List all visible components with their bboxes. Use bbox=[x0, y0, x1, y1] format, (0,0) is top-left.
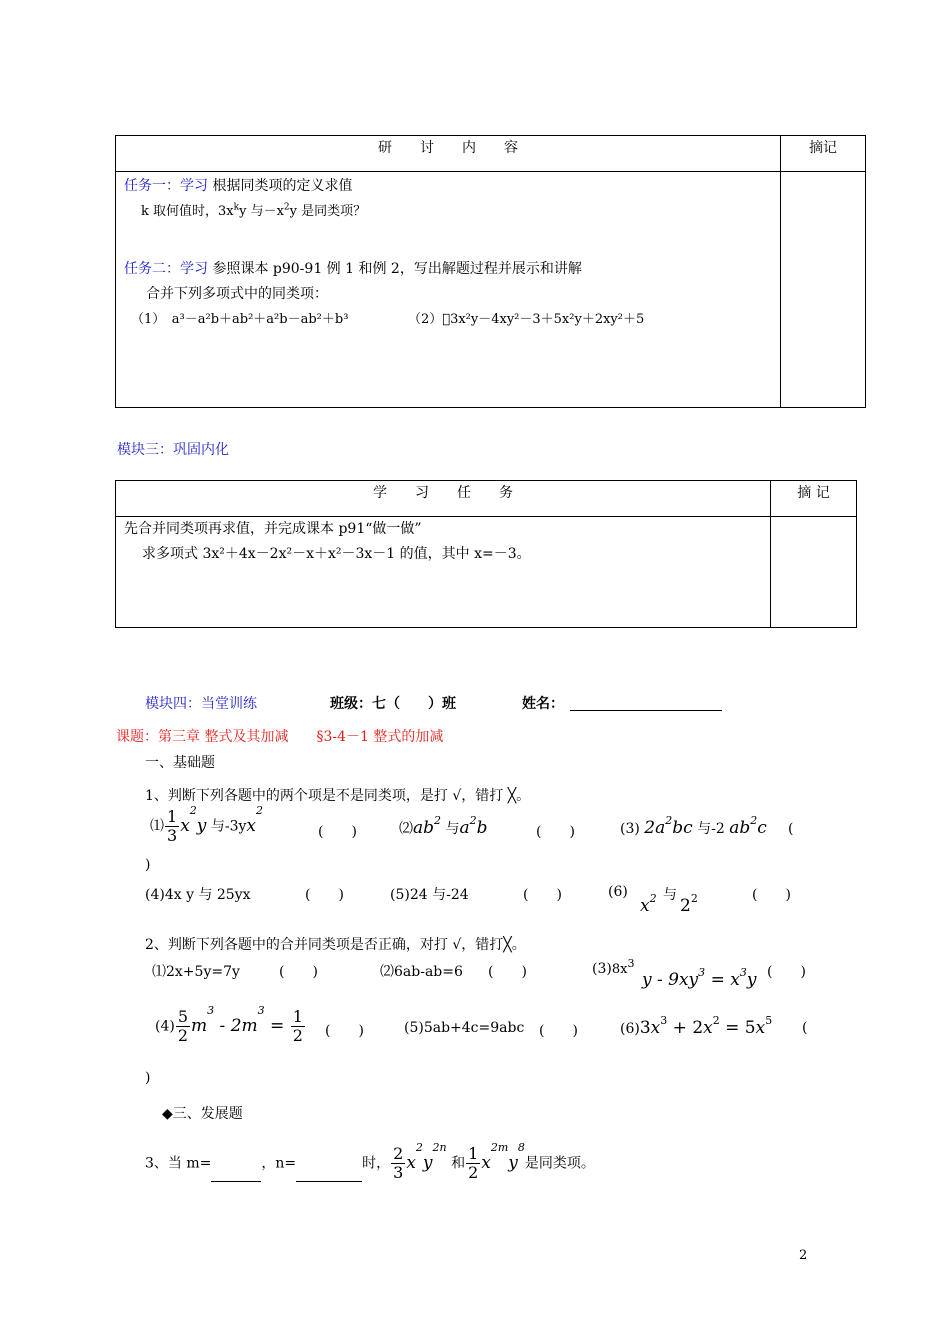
table2-header-task: 学 习 任 务 bbox=[116, 481, 771, 517]
question-3: 3、当 m= ，n= 时， $\frac{2}{3}$ $x^2y^{2n}$ 和 $\frac{1}{2}$ $x^{2m}y^8$是同类项。 bbox=[145, 1141, 595, 1182]
task2-item-2: （2） 3x²y－4xy²－3＋5x²y＋2xy²＋5 bbox=[408, 312, 645, 327]
question-2: 2、判断下列各题中的合并同类项是否正确，对打 √，错打╳。 bbox=[145, 937, 526, 953]
task1-question: k 取何值时，$3x^ky$ 与$-x^2y$ 是同类项？ bbox=[141, 202, 367, 219]
q2-item-6-answer-open[interactable]: ( bbox=[802, 1020, 808, 1036]
q2-item-5: (5)5ab+4c=9abc bbox=[404, 1020, 525, 1036]
task2-text: 参照课本 p90-91 例 1 和例 2，写出解题过程并展示和讲解 bbox=[208, 261, 582, 277]
q2-item-3: $(3)8x^3$ bbox=[592, 957, 635, 977]
n-answer-blank[interactable] bbox=[296, 1165, 362, 1182]
task-table bbox=[115, 480, 857, 628]
q2-item-2: ⑵6ab-ab=6 bbox=[380, 964, 463, 980]
module4-title: 模块四：当堂训练 bbox=[145, 696, 257, 712]
table1-header-notes: 摘记 bbox=[781, 136, 866, 172]
q2-item-3-answer[interactable]: ( ) bbox=[767, 964, 806, 980]
q1-item-2-answer[interactable]: ( ) bbox=[536, 824, 575, 840]
q1-item-3-answer-close[interactable]: ) bbox=[145, 857, 151, 873]
q1-item-4: (4)4x y 与 25yx bbox=[145, 887, 251, 903]
q1-item-1: ⑴ $\frac{1}{3}$ $x^2y$ 与$-3yx^2$ bbox=[150, 804, 263, 845]
q1-item-6-answer[interactable]: ( ) bbox=[752, 887, 791, 903]
q1-item-4-answer[interactable]: ( ) bbox=[305, 887, 344, 903]
section3-heading: ◆三、发展题 bbox=[162, 1106, 243, 1122]
name-label: 姓名： bbox=[522, 696, 564, 712]
table1-body-notes bbox=[781, 172, 866, 408]
q2-item-4: (4) $\frac{5}{2}$ $m^3 - 2m^3$ = $\frac{1}{2}$ bbox=[155, 1004, 303, 1045]
lesson-title: 课题：第三章 整式及其加减 §3-4－1 整式的加减 bbox=[116, 729, 444, 745]
q1-item-6-prefix: (6) bbox=[608, 884, 628, 900]
q2-item-5-answer[interactable]: ( ) bbox=[539, 1023, 578, 1039]
name-blank[interactable] bbox=[570, 710, 722, 711]
table2-body-notes bbox=[771, 517, 857, 628]
q1-item-5-answer[interactable]: ( ) bbox=[523, 887, 562, 903]
table2-header-notes: 摘 记 bbox=[771, 481, 857, 517]
task2-subheading: 合并下列多项式中的同类项： bbox=[146, 286, 328, 302]
page-number: 2 bbox=[799, 1248, 808, 1263]
q1-item-1-answer[interactable]: ( ) bbox=[318, 824, 357, 840]
discussion-table bbox=[115, 135, 866, 408]
q2-item-2-answer[interactable]: ( ) bbox=[488, 964, 527, 980]
table1-header-content: 研 讨 内 容 bbox=[116, 136, 781, 172]
q1-item-5: (5)24 与-24 bbox=[390, 887, 469, 903]
task2-label: 任务二：学习 bbox=[124, 261, 208, 277]
task1-text: 根据同类项的定义求值 bbox=[208, 178, 353, 194]
section1-heading: 一、基础题 bbox=[145, 755, 215, 771]
table2-line-1: 先合并同类项再求值，并完成课本 p91“做一做” bbox=[124, 521, 422, 537]
class-label: 班级：七（ ）班 bbox=[330, 696, 456, 712]
q1-item-6-expr: $x^2$ bbox=[640, 892, 657, 916]
q2-item-4-answer[interactable]: ( ) bbox=[325, 1023, 364, 1039]
table1-body-content bbox=[116, 172, 781, 408]
q2-item-1-answer[interactable]: ( ) bbox=[279, 964, 318, 980]
q1-item-6-expr2: $2^2$ bbox=[680, 892, 698, 916]
q1-item-6-mid: 与 bbox=[663, 887, 677, 903]
table2-body-task bbox=[116, 517, 771, 628]
q1-item-3: (3) $2a^2bc$ 与-2 $ab^2c$ bbox=[620, 814, 767, 838]
task2-item-1: （1） a³－a²b＋ab²＋a²b－ab²＋b³ bbox=[131, 312, 349, 327]
module3-title: 模块三：巩固内化 bbox=[117, 442, 229, 458]
task1-label: 任务一：学习 bbox=[124, 178, 208, 194]
q2-item-6-answer-close[interactable]: ) bbox=[145, 1070, 151, 1086]
q1-item-2: $⑵ab^2$ 与$a^2b$ bbox=[399, 814, 488, 838]
m-answer-blank[interactable] bbox=[211, 1165, 261, 1182]
q2-item-6: $(6)3x^3 + 2x^2 = 5x^5$ bbox=[620, 1014, 773, 1038]
q2-item-3-expr: $y - 9xy^3 = x^3y$ bbox=[642, 966, 757, 990]
q1-item-3-answer-open[interactable]: ( bbox=[788, 821, 794, 837]
q2-item-1: ⑴2x+5y=7y bbox=[152, 964, 240, 980]
question-1: 1、判断下列各题中的两个项是不是同类项，是打 √，错打 ╳。 bbox=[145, 788, 531, 804]
table2-line-2: 求多项式 3x²＋4x－2x²－x＋x²－3x－1 的值，其中 x=－3。 bbox=[142, 546, 531, 562]
